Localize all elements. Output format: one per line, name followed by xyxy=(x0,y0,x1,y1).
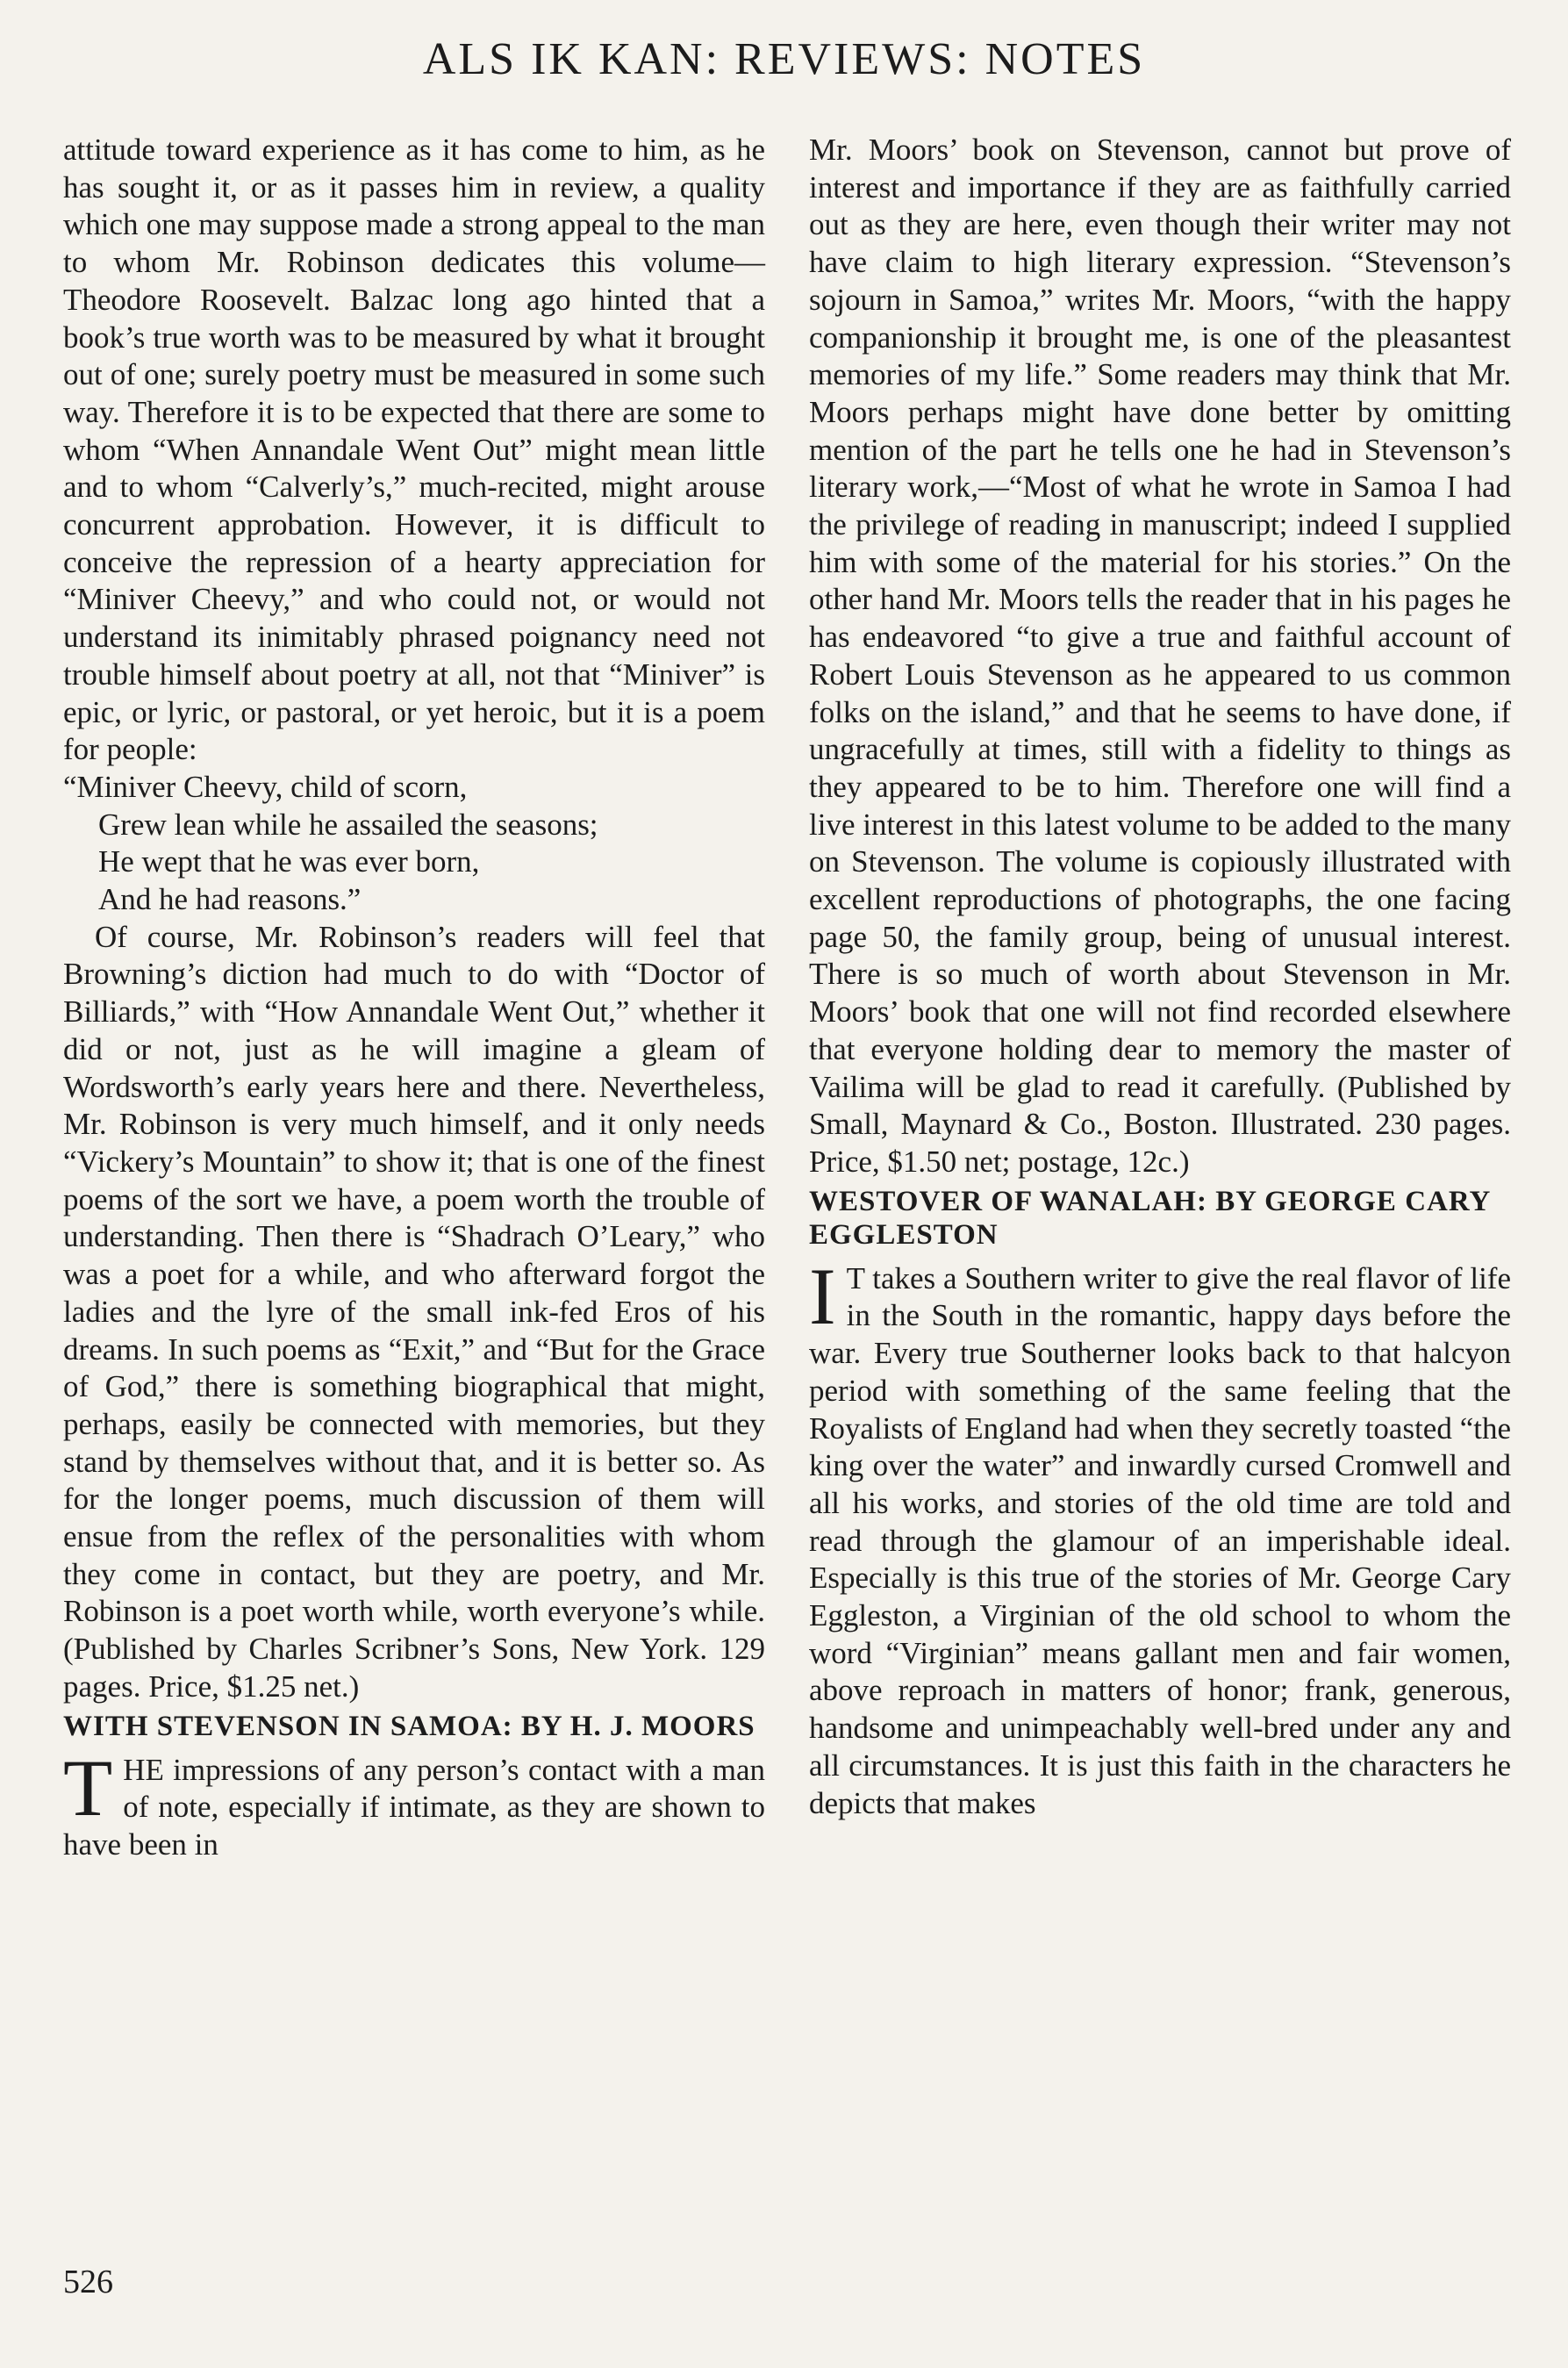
section-heading-stevenson: WITH STEVENSON IN SAMOA: BY H. J. MOORS xyxy=(63,1710,755,1742)
poem-line: And he had reasons.” xyxy=(98,882,362,917)
left-paragraph-2: Of course, Mr. Robinson’s readers will feel that Browning’s diction had much to do with “Doctor of Billiards,” with “How Annandale Went Out,” whether it did or not, just as he will imagine a gleam of Wordsworth’s early years here and there. Nevertheless, Mr. Robinson is very much himself, and it only needs “Vickery’s Mountain” to show it; that is one of the finest poems of the sort we have, a poem worth the trouble of understanding. Then there is “Shadrach O’Leary,” who was a poet for a while, and who afterward forgot the ladies and the lyre of the small ink-fed Eros of his dreams. In such poems as “Exit,” and “But for the Grace of God,” there is something biographical that might, perhaps, easily be connected with memories, but they stand by themselves without that, and it is better so. As for the longer poems, much discussion of them will ensue from the reflex of the personalities with whom they come in contact, but they are poetry, and Mr. Robinson is a poet worth while, worth everyone’s while. (Published by Charles Scribner’s Sons, New York. 129 pages. Price, $1.25 net.) xyxy=(63,919,765,1704)
right-paragraph-1: Mr. Moors’ book on Stevenson, cannot but prove of interest and importance if they are as faithfully carried out as they are here, even though their writer may not have claim to high literary expression. “Stevenson’s sojourn in Samoa,” writes Mr. Moors, “with the happy companionship it brought me, is one of the pleasantest memories of my life.” Some readers may think that Mr. Moors perhaps might have done better by omitting mention of the part he tells one he had in Stevenson’s literary work,—“Most of what he wrote in Samoa I had the privilege of reading in manuscript; indeed I supplied him with some of the material for his stories.” On the other hand Mr. Moors tells the reader that in his pages he has endeavored “to give a true and faithful account of Robert Louis Stevenson as he appeared to us common folks on the island,” and that he seems to have done, if ungracefully at times, still with a fidelity to things as they appeared to be to him. Therefore one will find a live interest in this latest volume to be added to the many on Stevenson. The volume is copiously illustrated with excellent reproductions of photographs, the one facing page 50, the family group, being of unusual interest. There is so much of worth about Stevenson in Mr. Moors’ book that one will not find recorded elsewhere that everyone holding dear to memory the master of Vailima will be glad to read it carefully. (Published by Small, Maynard & Co., Boston. Illustrated. 230 pages. Price, $1.50 net; postage, 12c.) xyxy=(809,133,1511,1179)
drop-cap: I xyxy=(809,1251,836,1341)
poem-line: Grew lean while he assailed the seasons; xyxy=(98,807,598,842)
right-column xyxy=(809,132,1511,1822)
right-paragraph-2-text: T takes a Southern writer to give the real flavor of life in the South in the romantic, happy days before the war. Every true Southerner looks back to that halcyon period with something of the same feeling that the Royalists of England had when they secretly toasted “the king over the water” and inwardly cursed Cromwell and all his works, and stories of the old time are told and read through the glamour of an imperishable ideal. Especially is this true of the stories of Mr. George Cary Eggleston, a Virginian of the old school to whom the word “Virginian” means gallant men and fair women, above reproach in matters of honor; frank, generous, handsome and unimpeachably well-bred under any and all circumstances. It is just this faith in the characters he depicts that makes xyxy=(809,1260,1511,1820)
page-header-title: ALS IK KAN: REVIEWS: NOTES xyxy=(422,34,1146,84)
poem-line: He wept that he was ever born, xyxy=(98,844,480,879)
page-number: 526 xyxy=(63,2264,113,2300)
section-heading-westover: WESTOVER OF WANALAH: BY GEORGE CARY EGGLESTON xyxy=(809,1185,1491,1251)
left-paragraph-1: attitude toward experience as it has come to him, as he has sought it, or as it passes him in review, a quality which one may suppose made a strong appeal to the man to whom Mr. Robinson dedicates this volume—Theodore Roosevelt. Balzac long ago hinted that a book’s true worth was to be measured by what it brought out of one; surely poetry must be measured in some such way. Therefore it is to be expected that there are some to whom “When Annandale Went Out” might mean little and to whom “Calverly’s,” much-recited, might arouse concurrent approbation. However, it is difficult to conceive the repression of a hearty appreciation for “Miniver Cheevy,” and who could not, or would not understand its inimitably phrased poignancy need not trouble himself about poetry at all, not that “Miniver” is epic, or lyric, or pastoral, or yet heroic, but it is a poem for people: xyxy=(63,133,765,767)
poem-line: “Miniver Cheevy, child of scorn, xyxy=(63,769,468,804)
left-paragraph-3-text: HE impressions of any person’s contact with a man of note, especially if intimate, as they are shown to have been in xyxy=(63,1752,765,1862)
left-paragraph-3 xyxy=(63,1742,765,1864)
drop-cap: T xyxy=(63,1742,113,1833)
poem-quote xyxy=(63,769,765,919)
left-column xyxy=(63,132,765,1864)
right-paragraph-2 xyxy=(809,1251,1511,1823)
